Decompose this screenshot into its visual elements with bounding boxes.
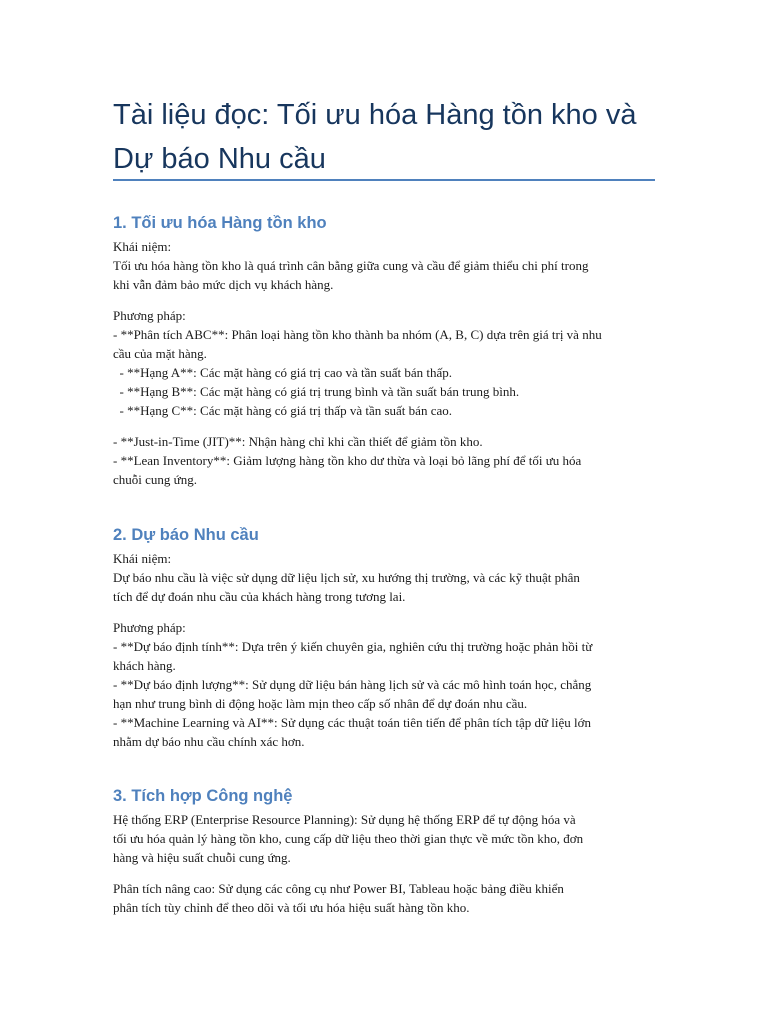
analytics-paragraph [113, 879, 658, 917]
method-label: Phương pháp: [113, 620, 186, 635]
method-list [113, 637, 658, 751]
text-line: Dự báo nhu cầu là việc sử dụng dữ liệu lịch sử, xu hướng thị trường, và các kỹ thuật phân [113, 570, 580, 585]
method-list [113, 325, 658, 420]
title-divider [113, 179, 655, 181]
list-item: - **Lean Inventory**: Giảm lượng hàng tồn kho dư thừa và loại bỏ lãng phí để tối ưu hóa [113, 453, 582, 468]
list-item: hạn như trung bình di động hoặc làm mịn theo cấp số nhân để dự đoán nhu cầu. [113, 696, 528, 711]
section-inventory-optimization [113, 211, 658, 489]
concept-label: Khái niệm: [113, 239, 172, 254]
list-item: - **Phân tích ABC**: Phân loại hàng tồn kho thành ba nhóm (A, B, C) dựa trên giá trị và nhu [113, 327, 602, 342]
text-line: tối ưu hóa quản lý hàng tồn kho, cung cấp dữ liệu theo thời gian thực về mức tồn kho, đơn [113, 831, 584, 846]
section-heading: 2. Dự báo Nhu cầu [113, 526, 259, 544]
text-line: Tối ưu hóa hàng tồn kho là quá trình cân bằng giữa cung và cầu để giảm thiểu chi phí trong [113, 258, 589, 273]
erp-paragraph [113, 810, 658, 867]
document-title: Tài liệu đọc: Tối ưu hóa Hàng tồn kho và Dự báo Nhu cầu [113, 99, 637, 175]
method-list-extra [113, 432, 658, 489]
list-item: - **Just-in-Time (JIT)**: Nhận hàng chỉ khi cần thiết để giảm tồn kho. [113, 434, 483, 449]
method-label: Phương pháp: [113, 308, 186, 323]
list-item: - **Dự báo định tính**: Dựa trên ý kiến chuyên gia, nghiên cứu thị trường hoặc phản hồi từ [113, 639, 593, 654]
text-line: Hệ thống ERP (Enterprise Resource Planning): Sử dụng hệ thống ERP để tự động hóa và [113, 812, 576, 827]
concept-label: Khái niệm: [113, 551, 172, 566]
list-item: chuỗi cung ứng. [113, 472, 197, 487]
text-line: tích để dự đoán nhu cầu của khách hàng trong tương lai. [113, 589, 406, 604]
list-item: - **Machine Learning và AI**: Sử dụng các thuật toán tiên tiến để phân tích tập dữ liệu lớn [113, 715, 592, 730]
section-technology-integration [113, 784, 658, 917]
list-item: cầu của mặt hàng. [113, 346, 207, 361]
list-item: - **Dự báo định lượng**: Sử dụng dữ liệu bán hàng lịch sử và các mô hình toán học, chẳng [113, 677, 592, 692]
concept-text [113, 256, 658, 294]
text-line: hàng và hiệu suất chuỗi cung ứng. [113, 850, 291, 865]
text-line: phân tích tùy chỉnh để theo dõi và tối ưu hóa hiệu suất hàng tồn kho. [113, 900, 470, 915]
section-heading: 1. Tối ưu hóa Hàng tồn kho [113, 214, 327, 232]
text-line: khi vẫn đảm bảo mức dịch vụ khách hàng. [113, 277, 334, 292]
list-item: - **Hạng B**: Các mặt hàng có giá trị trung bình và tần suất bán trung bình. [113, 384, 520, 399]
list-item: nhằm dự báo nhu cầu chính xác hơn. [113, 734, 305, 749]
section-demand-forecasting [113, 523, 658, 751]
concept-text [113, 568, 658, 606]
section-heading: 3. Tích hợp Công nghệ [113, 787, 293, 805]
list-item: khách hàng. [113, 658, 176, 673]
list-item: - **Hạng A**: Các mặt hàng có giá trị cao và tần suất bán thấp. [113, 365, 452, 380]
text-line: Phân tích nâng cao: Sử dụng các công cụ như Power BI, Tableau hoặc bảng điều khiển [113, 881, 564, 896]
list-item: - **Hạng C**: Các mặt hàng có giá trị thấp và tần suất bán cao. [113, 403, 452, 418]
